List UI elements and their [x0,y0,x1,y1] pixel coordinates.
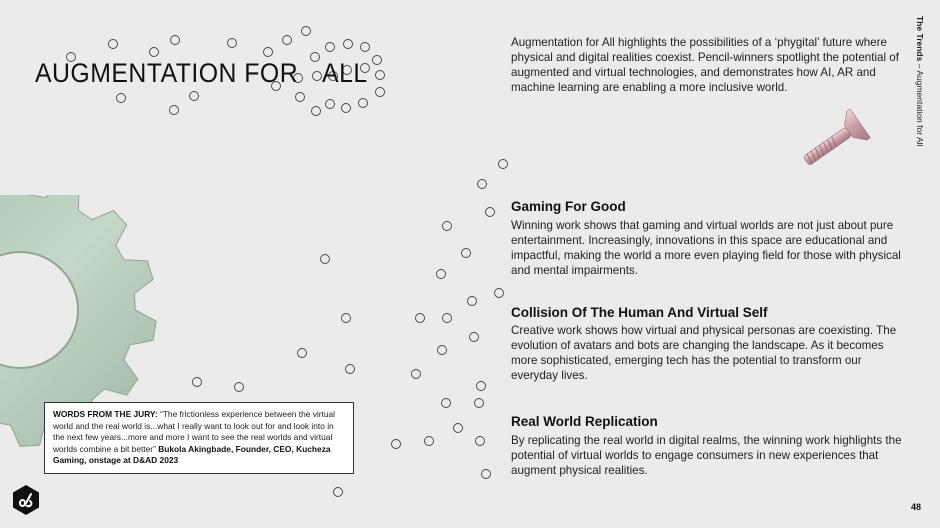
section-body-replication: By replicating the real world in digital realms, the winning work highlights the potential of virtual worlds to engage consumers in new experiences that augment physical realities. [511,434,902,477]
side-label-section: The Trends [915,16,925,62]
section-body-collision: Creative work shows how virtual and physical personas are coexisting. The evolution of avatars and bots are changing the landscape. As it becomes more sophisticated, emerging tech has the potential to transform our everyday lives. [511,324,897,382]
section-body-gaming: Winning work shows that gaming and virtual worlds are not just about pure entertainment. Increasingly, innovations in this space are educational and impactful, making the world a more even playing field for those with physical and mental impairments. [511,219,901,277]
section-heading-gaming: Gaming For Good [511,199,626,214]
screw-icon [795,108,880,170]
page-title: AUGMENTATION FOR ALL [35,58,368,88]
side-label [909,16,929,176]
jury-quote-box [44,402,354,474]
side-label-topic: – Augmentation for All [915,61,925,147]
section-heading-collision: Collision Of The Human And Virtual Self [511,305,768,320]
quote-label: WORDS FROM THE JURY: [53,409,158,419]
section-heading-replication: Real World Replication [511,414,658,429]
dandad-logo-icon [10,484,42,516]
page-number: 48 [911,502,922,512]
quote-text: “The frictionless experience between the virtual world and the real world is...what I really want to look out for and look into in the next few years...more and more I want to see the real worlds and virtual worlds combine a bit better” [53,409,336,454]
intro-paragraph: Augmentation for All highlights the possibilities of a ‘phygital’ future where physical and digital realities coexist. Pencil-winners spotlight the potential of augmented and virtual technologies, and demonstrates how AI, AR and machine learning are enabling a more inclusive world. [511,36,899,94]
quote-attribution: Bukola Akingbade, Founder, CEO, Kucheza Gaming, onstage at D&AD 2023 [53,443,331,466]
